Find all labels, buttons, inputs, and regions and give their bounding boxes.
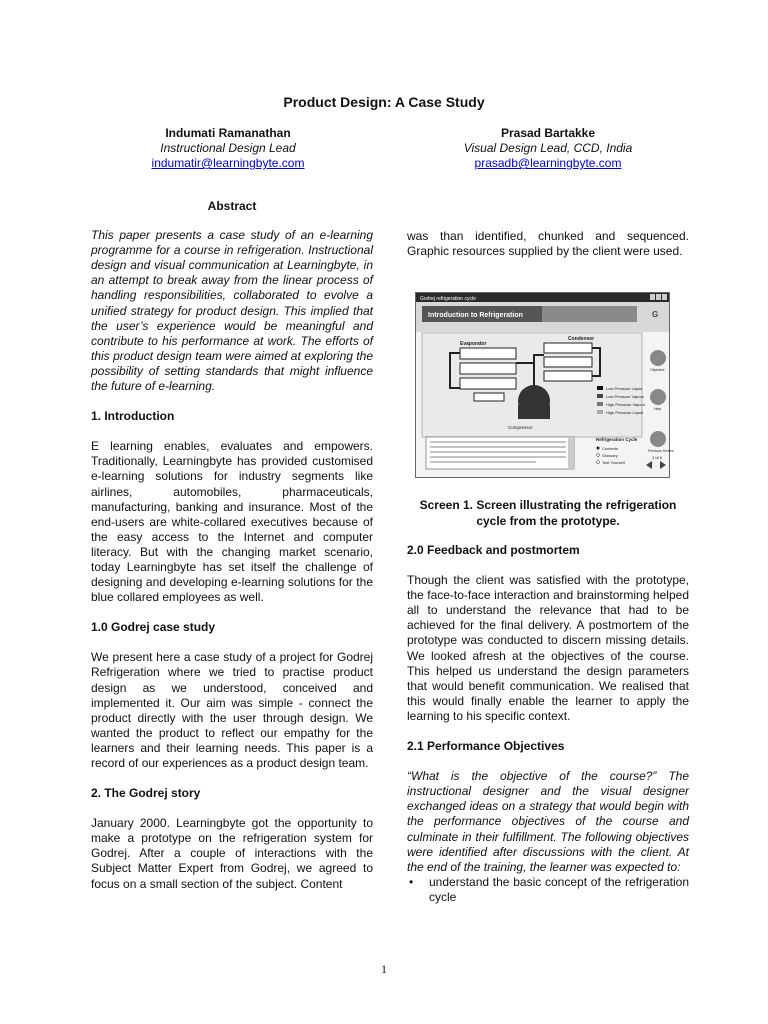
left-column xyxy=(91,199,373,892)
author-block-2 xyxy=(398,126,698,171)
evaporator-label: Evaporator xyxy=(460,341,487,347)
prototype-screenshot xyxy=(415,292,674,478)
section-heading: 1.0 Godrej case study xyxy=(91,620,216,635)
list-item: • understand the basic concept of the refrigeration cycle xyxy=(429,875,689,905)
condenser-label: Condenser xyxy=(568,336,595,342)
section-heading: 2.1 Performance Objectives xyxy=(407,739,565,754)
next-arrow-icon xyxy=(660,461,666,469)
section-heading: 2. The Godrej story xyxy=(91,786,201,801)
nav-option: Test Yourself xyxy=(602,460,625,465)
close-icon xyxy=(662,294,667,300)
story-continuation: was than identified, chunked and sequenced. Graphic resources supplied by the client were used. xyxy=(407,229,689,259)
right-column xyxy=(407,229,689,259)
godrej-case-paragraph: We present here a case study of a project for Godrej Refrigeration where we tried to practise product design as we understood, conceived and implemented it. Our aim was simple - connect the product directly with the user through design. We wanted the product to reflect our empathy for the learners and their learning needs. This paper is a record of our experiences as a product design team. xyxy=(91,650,373,770)
nav-heading: Refrigeration Cycle xyxy=(596,437,638,442)
help-label: Help xyxy=(654,407,662,411)
abstract-heading: Abstract xyxy=(207,199,257,213)
objective-button-icon xyxy=(650,350,666,366)
page-counter: 1 of 6 xyxy=(652,455,663,460)
window-title: Godrej refrigeration cycle xyxy=(420,296,476,302)
author-block-1 xyxy=(78,126,378,171)
story-paragraph: January 2000. Learningbyte got the opportunity to make a prototype on the refrigeration system for Godrej. After a couple of interactions with the Subject Matter Expert from Godrej, we agreed to focus on a small section of the subject. Content xyxy=(91,816,373,891)
author-name: Indumati Ramanathan xyxy=(165,126,291,140)
paper-title: Product Design: A Case Study xyxy=(283,94,485,110)
previous-label: Previous Screen xyxy=(648,449,674,453)
author-email-link[interactable]: indumatir@learningbyte.com xyxy=(151,156,305,170)
logo-icon: G xyxy=(652,310,659,319)
banner-title: Introduction to Refrigeration xyxy=(428,312,523,319)
objectives-list xyxy=(407,875,689,905)
minimize-icon xyxy=(650,294,655,300)
prev-arrow-icon xyxy=(646,461,652,469)
legend-item: Low Pressure Vapour xyxy=(606,394,645,399)
legend-item: High Pressure Vapour xyxy=(606,402,646,407)
help-button-icon xyxy=(650,389,666,405)
performance-paragraph: “What is the objective of the course?” The instructional designer and the visual designer exchanged ideas on a strategy that would begin with the performance objectives of the course and culminate in their fulfillment. The following objectives were identified after discussions with the client. At the end of the training, the learner was expected to: xyxy=(407,769,689,874)
legend-item: High Pressure Liquid xyxy=(606,410,644,415)
previous-button-icon xyxy=(650,431,666,447)
abstract-text: This paper presents a case study of an e-learning programme for a course in refrigeration. Instructional design and visual communication at Learningbyte, in an attempt to break away from the linear process of handling responsibilities, collaborated to evolve a unified strategy for product design. This implied that the user’s experience would be meaningful and contribute to his performance at work. The efforts of this product design team were aimed at exploring the possibility of setting standards that might influence the future of e-learning. xyxy=(91,228,373,394)
intro-paragraph: E learning enables, evaluates and empowers. Traditionally, Learningbyte has provided customised e-learning solutions for industry segments like airlines, automobiles, pharmaceuticals, manufacturing, banking and insurance. Most of the end-users are white-collared executives because of the easy access to the Internet and computer literacy. But with the changing market scenario, today Learningbyte has set itself the challenge of designing and developing e-learning solutions for the blue collared employees as well. xyxy=(91,439,373,605)
compressor-label: Compressor xyxy=(508,425,533,430)
maximize-icon xyxy=(656,294,661,300)
author-name: Prasad Bartakke xyxy=(500,126,596,140)
feedback-paragraph: Though the client was satisfied with the prototype, the face-to-face interaction and brainstorming helped all to understand the relevance that had to be achieved for the final delivery. A postmortem of the prototype was conducted to discern missing details. We looked afresh at the objectives of the course. This helped us understand the design parameters that would benefit communication. We realised that this would finally enable the learner to apply the learning to his specific context. xyxy=(407,573,689,723)
section-heading: 1. Introduction xyxy=(91,409,175,424)
legend-item: Low Pressure Liquid xyxy=(606,386,643,391)
objective-label: Objective xyxy=(650,368,665,372)
page-number: 1 xyxy=(381,962,387,976)
figure-caption: Screen 1. Screen illustrating the refrigeration cycle from the prototype. xyxy=(419,498,677,528)
nav-option: Contents xyxy=(602,446,619,451)
right-column-lower xyxy=(407,543,689,905)
nav-option: Glossary xyxy=(602,453,618,458)
author-email-link[interactable]: prasadb@learningbyte.com xyxy=(474,156,622,170)
author-role: Instructional Design Lead xyxy=(160,141,296,155)
author-role: Visual Design Lead, CCD, India xyxy=(463,141,633,155)
section-heading: 2.0 Feedback and postmortem xyxy=(407,543,580,557)
